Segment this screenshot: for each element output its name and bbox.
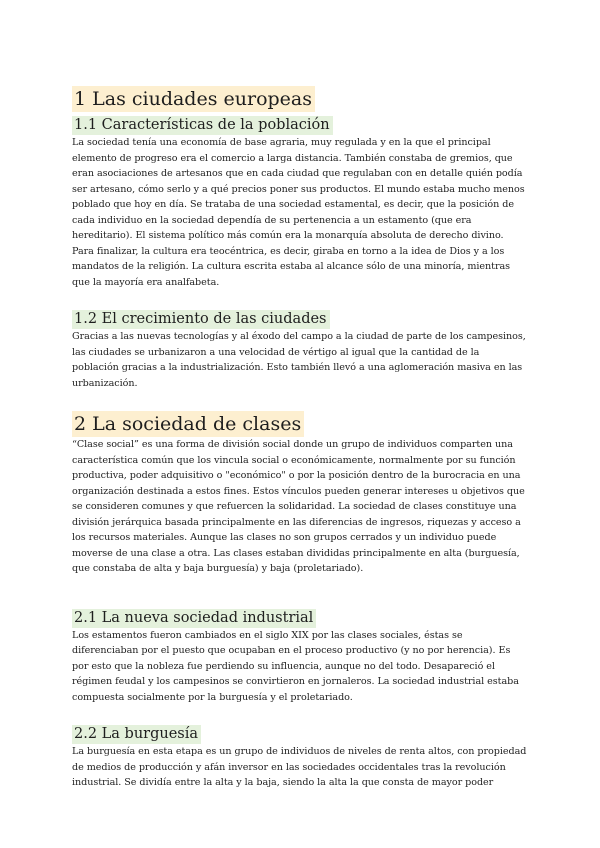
heading-crecimiento-ciudades: 1.2 El crecimiento de las ciudades xyxy=(72,310,330,329)
paragraph-crecimiento-ciudades: Gracias a las nuevas tecnologías y al éxodo del campo a la ciudad de parte de los campesinos, las ciudades se urbanizaron a una velocidad de vértigo al igual que la cantidad de la población gracias a la industrialización. Esto también llevó a una aglomeración masiva en las urbanización. xyxy=(72,331,526,389)
heading-ciudades-europeas: 1 Las ciudades europeas xyxy=(72,86,315,112)
heading-burguesia: 2.2 La burguesía xyxy=(72,725,201,744)
heading-nueva-sociedad-industrial: 2.1 La nueva sociedad industrial xyxy=(72,609,316,628)
paragraph-burguesia: La burguesía en esta etapa es un grupo de individuos de niveles de renta altos, con propiedad de medios de producción y afán inversor en las sociedades occidentales tras la revolución industrial. Se dividía entre la alta y la baja, siendo la alta la que consta de mayor poder xyxy=(72,746,527,788)
paragraph-sociedad-clases: “Clase social” es una forma de división social donde un grupo de individuos comparten una característica común que los vincula social o económicamente, normalmente por su función productiva, poder adquisitivo o "económico" o por la posición dentro de la burocracia en una organización destinada a estos fines. Estos vínculos pueden generar intereses u objetivos que se consideren comunes y que refuercen la solidaridad. La sociedad de clases constituye una división jerárquica basada principalmente en las diferencias de ingresos, riquezas y acceso a los recursos materiales. Aunque las clases no son grupos cerrados y un individuo puede moverse de una clase a otra. Las clases estaban divididas principalmente en alta (burguesía, que constaba de alta y baja burguesía) y baja (proletariado). xyxy=(72,439,525,574)
document-page xyxy=(72,86,528,791)
paragraph-nueva-sociedad-industrial: Los estamentos fueron cambiados en el siglo XIX por las clases sociales, éstas se diferenciaban por el puesto que ocupaban en el proceso productivo (y no por herencia). Es por esto que la nobleza fue perdiendo su influencia, aunque no del todo. Desapareció el régimen feudal y los campesinos se convirtieron en jornaleros. La sociedad industrial estaba compuesta socialmente por la burguesía y el proletariado. xyxy=(72,629,519,703)
heading-sociedad-clases: 2 La sociedad de clases xyxy=(72,411,304,437)
heading-caracteristicas-poblacion: 1.1 Características de la población xyxy=(72,116,333,135)
paragraph-caracteristicas-poblacion: La sociedad tenía una economía de base agraria, muy regulada y en la que el principal elemento de progreso era el comercio a larga distancia. También constaba de gremios, que eran asociaciones de artesanos que en cada ciudad que regulaban con en detalle quién podía ser artesano, cómo serlo y a qué precios poner sus productos. El mundo estaba mucho menos poblado que hoy en día. Se trataba de una sociedad estamental, es decir, que la posición de cada individuo en la sociedad dependía de su pertenencia a un estamento (que era hereditario). El sistema político más común era la monarquía absoluta de derecho divino. Para finalizar, la cultura era teocéntrica, es decir, giraba en torno a la idea de Dios y a los mandatos de la religión. La cultura escrita estaba al alcance sólo de una minoría, mientras que la mayoría era analfabeta. xyxy=(72,137,525,288)
